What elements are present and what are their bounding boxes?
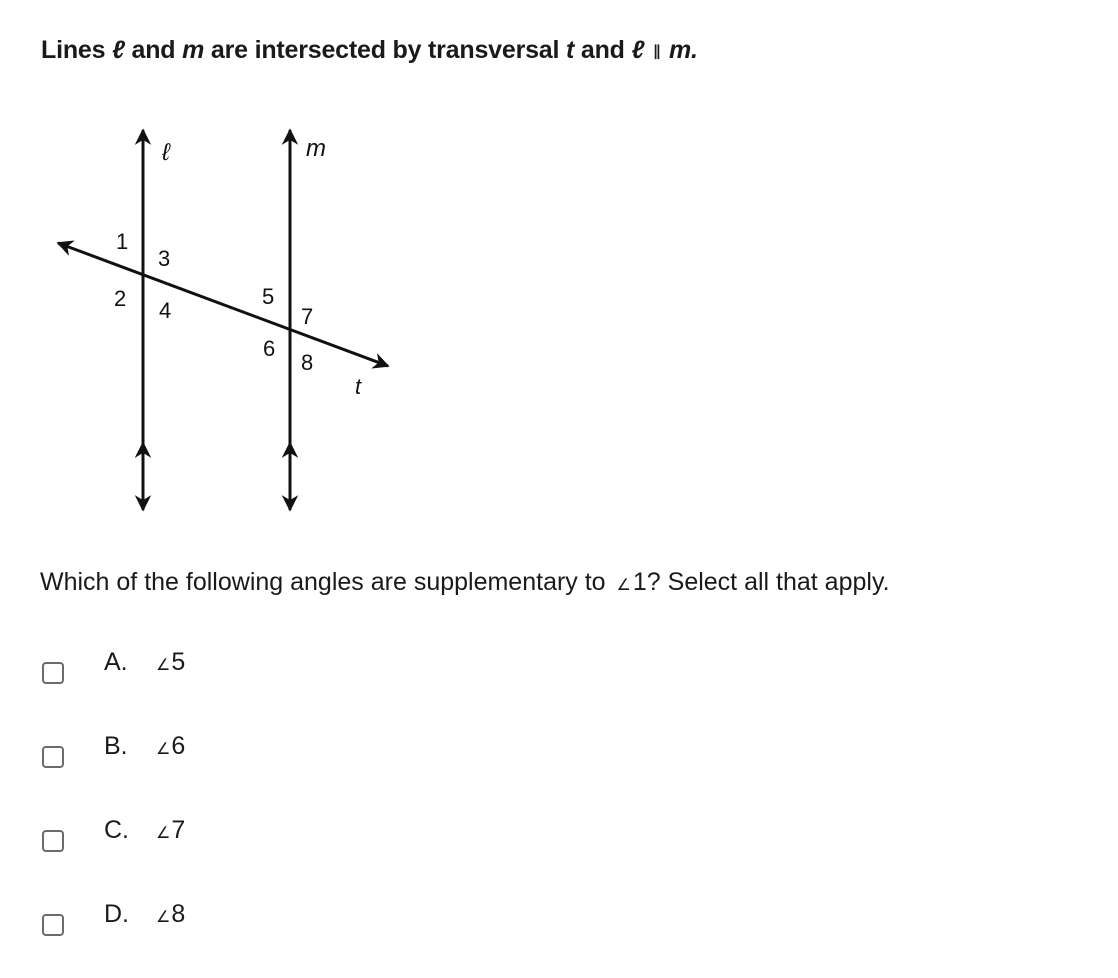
angle-label-4: 4 [159, 298, 172, 323]
angle-symbol: ∠ [616, 577, 631, 594]
label-line-t: t [355, 374, 362, 399]
prompt-line-m: m [182, 36, 205, 64]
angle-label-8: 8 [301, 350, 314, 375]
angle-symbol: ∠ [156, 740, 171, 758]
angle-label-6: 6 [263, 336, 276, 361]
option-d-checkbox[interactable] [42, 914, 64, 936]
parallel-symbol: ∥ [652, 43, 661, 60]
option-b-letter: B. [104, 731, 128, 760]
prompt-line-l-2: ℓ [631, 36, 645, 64]
option-c-checkbox[interactable] [42, 830, 64, 852]
option-a-angle: 5 [171, 647, 186, 676]
option-c-value [156, 816, 185, 845]
question-before: Which of the following angles are supplementary to [40, 568, 606, 596]
prompt-and-2: and [580, 36, 625, 64]
question-angle: 1 [632, 568, 647, 596]
option-b[interactable] [42, 712, 185, 796]
question-text [40, 568, 890, 597]
angle-symbol: ∠ [156, 908, 171, 926]
angle-symbol: ∠ [156, 656, 171, 674]
option-c[interactable] [42, 796, 185, 880]
option-d-letter: D. [104, 899, 129, 928]
option-a[interactable] [42, 628, 185, 712]
prompt-rest: are intersected by transversal [210, 36, 560, 64]
option-c-angle: 7 [171, 815, 186, 844]
option-a-letter: A. [104, 647, 128, 676]
option-b-checkbox[interactable] [42, 746, 64, 768]
prompt-lead: Lines [41, 36, 106, 64]
prompt-and: and [131, 36, 176, 64]
label-line-l: ℓ [162, 139, 170, 166]
prompt-line-m-2: m. [669, 36, 698, 64]
prompt-line-l: ℓ [112, 36, 125, 64]
line-t [58, 243, 388, 366]
transversal-diagram [50, 118, 400, 518]
option-b-angle: 6 [171, 731, 186, 760]
option-d-angle: 8 [171, 899, 186, 928]
option-d[interactable] [42, 880, 185, 964]
angle-symbol: ∠ [156, 824, 171, 842]
option-d-value [156, 900, 185, 929]
answer-options [42, 628, 185, 964]
prompt-transversal: t [566, 36, 575, 64]
option-a-value [156, 648, 185, 677]
problem-statement [41, 36, 698, 65]
option-a-checkbox[interactable] [42, 662, 64, 684]
label-line-m: m [306, 135, 326, 162]
angle-label-3: 3 [158, 246, 171, 271]
option-c-letter: C. [104, 815, 129, 844]
question-after: ? Select all that apply. [646, 568, 890, 596]
angle-label-7: 7 [301, 304, 314, 329]
option-b-value [156, 732, 185, 761]
angle-label-1: 1 [116, 229, 129, 254]
angle-label-5: 5 [262, 284, 275, 309]
angle-label-2: 2 [114, 286, 127, 311]
